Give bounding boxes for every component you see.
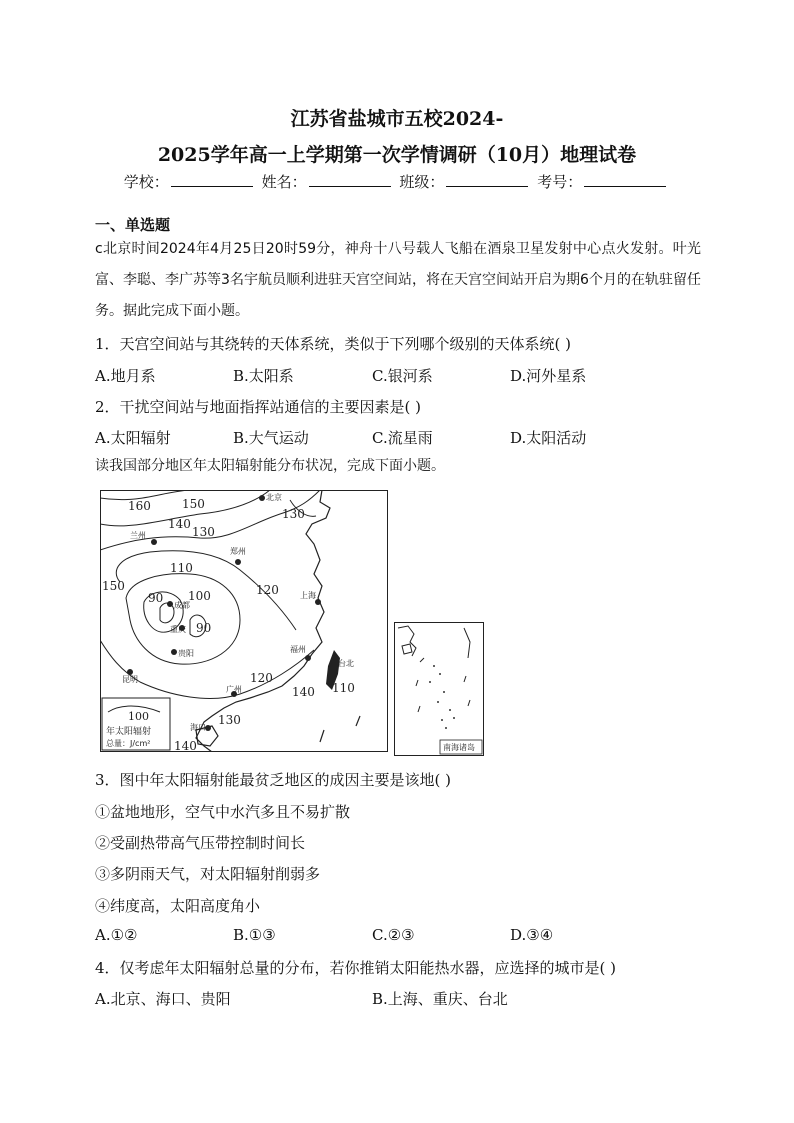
contour-label: 110: [170, 561, 193, 575]
exam-number-blank[interactable]: [584, 172, 666, 187]
legend-unit: 总量：J/cm²: [106, 739, 151, 748]
school-blank[interactable]: [171, 172, 253, 187]
city-shanghai: 上海: [300, 591, 316, 600]
city-lanzhou: 兰州: [130, 531, 146, 540]
legend-sample-value: 100: [128, 710, 149, 723]
contour-label: 140: [168, 517, 191, 531]
class-blank[interactable]: [446, 172, 528, 187]
q1-option-a[interactable]: A.地月系: [95, 367, 156, 385]
city-guiyang: 贵阳: [178, 649, 194, 658]
city-kunming: 昆明: [122, 675, 138, 684]
question-4-stem: 4．仅考虑年太阳辐射总量的分布，若你推销太阳能热水器，应选择的城市是( ): [95, 959, 617, 977]
solar-radiation-map: [100, 490, 388, 752]
city-chongqing: 重庆: [170, 625, 186, 634]
contour-label: 140: [292, 685, 315, 699]
q4-option-b[interactable]: B.上海、重庆、台北: [372, 990, 508, 1008]
city-taipei: 台北: [338, 659, 354, 668]
q3-statement-4: ④纬度高，太阳高度角小: [95, 897, 261, 915]
contour-label: 130: [192, 525, 215, 539]
q1-option-d[interactable]: D.河外星系: [510, 367, 587, 385]
section-title: 一、单选题: [95, 216, 171, 234]
contour-label: 150: [102, 579, 125, 593]
contour-label: 90: [196, 621, 212, 635]
city-haikou: 海口: [190, 723, 206, 732]
q3-option-c[interactable]: C.②③: [372, 926, 415, 944]
exam-title-line1: 江苏省盐城市五校2024-: [290, 108, 504, 130]
school-label: 学校：: [123, 173, 169, 191]
name-label: 姓名：: [261, 173, 307, 191]
passage-2: 读我国部分地区年太阳辐射能分布状况，完成下面小题。: [95, 458, 445, 474]
name-blank[interactable]: [309, 172, 391, 187]
q3-option-b[interactable]: B.①③: [233, 926, 276, 944]
q1-option-b[interactable]: B.太阳系: [233, 367, 294, 385]
exam-title-line2: 2025学年高一上学期第一次学情调研（10月）地理试卷: [157, 144, 637, 166]
q3-option-d[interactable]: D.③④: [510, 926, 554, 944]
contour-label: 150: [182, 497, 205, 511]
map-legend: [102, 698, 170, 750]
legend-title: 年太阳辐射: [106, 727, 152, 737]
class-label: 班级：: [399, 173, 445, 191]
q4-option-a[interactable]: A.北京、海口、贵阳: [95, 990, 231, 1008]
question-1-stem: 1．天宫空间站与其绕转的天体系统，类似于下列哪个级别的天体系统( ): [95, 335, 572, 353]
city-chengdu: 成都: [174, 601, 190, 610]
student-info-row: [0, 171, 794, 192]
question-3-stem: 3．图中年太阳辐射能最贫乏地区的成因主要是该地( ): [95, 771, 452, 789]
q3-statement-1: ①盆地地形，空气中水汽多且不易扩散: [95, 803, 351, 821]
contour-label: 120: [250, 671, 273, 685]
south-china-sea-inset: [394, 622, 484, 756]
q2-option-c[interactable]: C.流星雨: [372, 429, 433, 447]
contour-label: 140: [174, 739, 197, 752]
exam-number-label: 考号：: [537, 173, 583, 191]
city-fuzhou: 福州: [290, 645, 306, 654]
q3-option-a[interactable]: A.①②: [95, 926, 138, 944]
q2-option-a[interactable]: A.太阳辐射: [95, 429, 171, 447]
city-beijing: 北京: [266, 493, 282, 502]
passage-1: c北京时间2024年4月25日20时59分，神舟十八号载人飞船在酒泉卫星发射中心点火发射。叶光富、李聪、李广苏等3名宇航员顺利进驻天宫空间站，将在天宫空间站开启为期6个月的在轨驻留任务。据此完成下面小题。: [95, 241, 701, 319]
contour-label: 130: [218, 713, 241, 727]
contour-label: 100: [188, 589, 211, 603]
contour-label: 90: [148, 591, 164, 605]
contour-label: 110: [332, 681, 355, 695]
city-zhengzhou: 郑州: [230, 547, 246, 556]
contour-label: 160: [128, 499, 151, 513]
q2-option-b[interactable]: B.大气运动: [233, 429, 309, 447]
question-2-stem: 2．干扰空间站与地面指挥站通信的主要因素是( ): [95, 398, 422, 416]
contour-label: 130: [282, 507, 305, 521]
city-guangzhou: 广州: [226, 685, 242, 694]
q3-statement-2: ②受副热带高气压带控制时间长: [95, 834, 306, 852]
q3-statement-3: ③多阴雨天气，对太阳辐射削弱多: [95, 865, 321, 883]
q2-option-d[interactable]: D.太阳活动: [510, 429, 587, 447]
q1-option-c[interactable]: C.银河系: [372, 367, 433, 385]
contour-label: 120: [256, 583, 279, 597]
inset-label: 南海诸岛: [443, 743, 475, 752]
